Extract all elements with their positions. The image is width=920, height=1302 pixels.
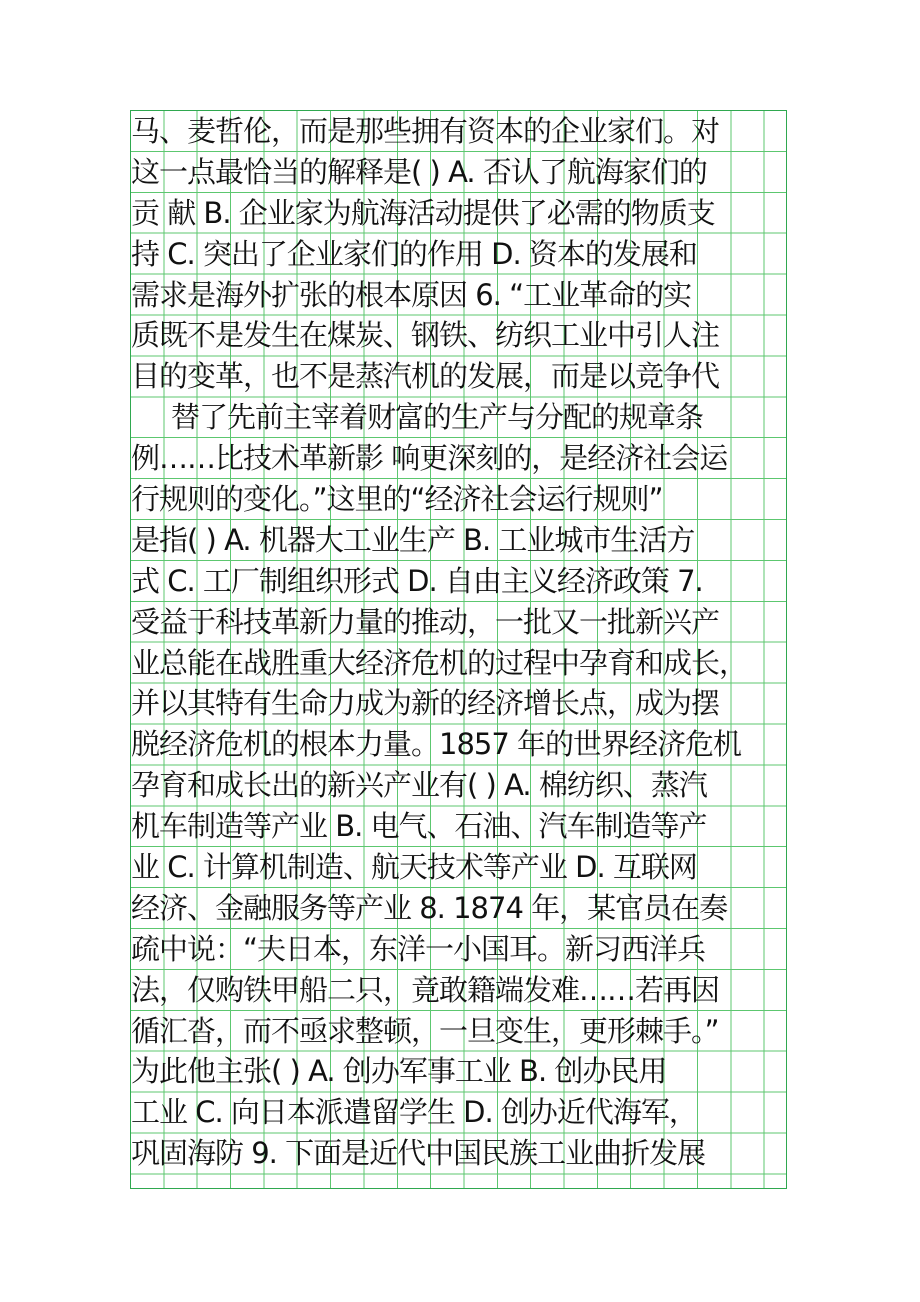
text-line: 为此他主张( ) A. 创办军事工业 B. 创办民用: [131, 1054, 667, 1089]
document-text: [131, 111, 795, 1174]
text-line: 机车制造等产业 B. 电气、石油、汽车制造等产: [131, 809, 707, 844]
text-line: 巩固海防 9. 下面是近代中国民族工业曲折发展: [131, 1136, 706, 1171]
text-line: 经济、金融服务等产业 8. 1874 年，某官员在奏: [131, 890, 728, 925]
text-line: 贡 献 B. 企业家为航海活动提供了必需的物质支: [131, 195, 715, 230]
text-line: 质既不是发生在煤炭、钢铁、纺织工业中引人注: [131, 318, 720, 353]
text-line: 需求是海外扩张的根本原因 6. “工业革命的实: [131, 277, 692, 312]
text-line: 循汇沓，而不亟求整顿，一旦变生，更形棘手。”: [131, 1013, 719, 1048]
text-line: 马、麦哲伦，而是那些拥有资本的企业家们。对: [131, 114, 720, 148]
text-line: 受益于科技革新力量的推动，一批又一批新兴产: [131, 604, 720, 639]
text-line: 脱经济危机的根本力量。1857 年的世界经济危机: [131, 727, 742, 762]
text-line: 业总能在战胜重大经济危机的过程中孕育和成长，: [131, 645, 748, 680]
text-line: 目的变革，也不是蒸汽机的发展，而是以竞争代: [131, 359, 720, 394]
text-line: 疏中说：“夫日本，东洋一小国耳。新习西洋兵: [131, 931, 706, 966]
text-line: 式 C. 工厂制组织形式 D. 自由主义经济政策 7.: [131, 563, 703, 598]
text-line: 工业 C. 向日本派遣留学生 D. 创办近代海军，: [131, 1095, 697, 1130]
text-line: 这一点最恰当的解释是( ) A. 否认了航海家们的: [131, 154, 707, 189]
text-line: 替了先前主宰着财富的生产与分配的规章条: [171, 400, 704, 435]
text-line: 是指( ) A. 机器大工业生产 B. 工业城市生活方: [131, 522, 695, 557]
text-line: 行规则的变化。”这里的“经济社会运行规则”: [131, 482, 663, 517]
text-line: 例……比技术革新影 响更深刻的，是经济社会运: [131, 441, 728, 476]
text-line: 并以其特有生命力成为新的经济增长点，成为摆: [131, 686, 720, 721]
text-line: 业 C. 计算机制造、航天技术等产业 D. 互联网: [131, 850, 697, 885]
text-line: 孕育和成长出的新兴产业有( ) A. 棉纺织、蒸汽: [131, 768, 707, 803]
text-line: 持 C. 突出了企业家们的作用 D. 资本的发展和: [131, 236, 697, 271]
text-line: 法，仅购铁甲船二只，竟敢籍端发难……若再因: [131, 972, 720, 1007]
